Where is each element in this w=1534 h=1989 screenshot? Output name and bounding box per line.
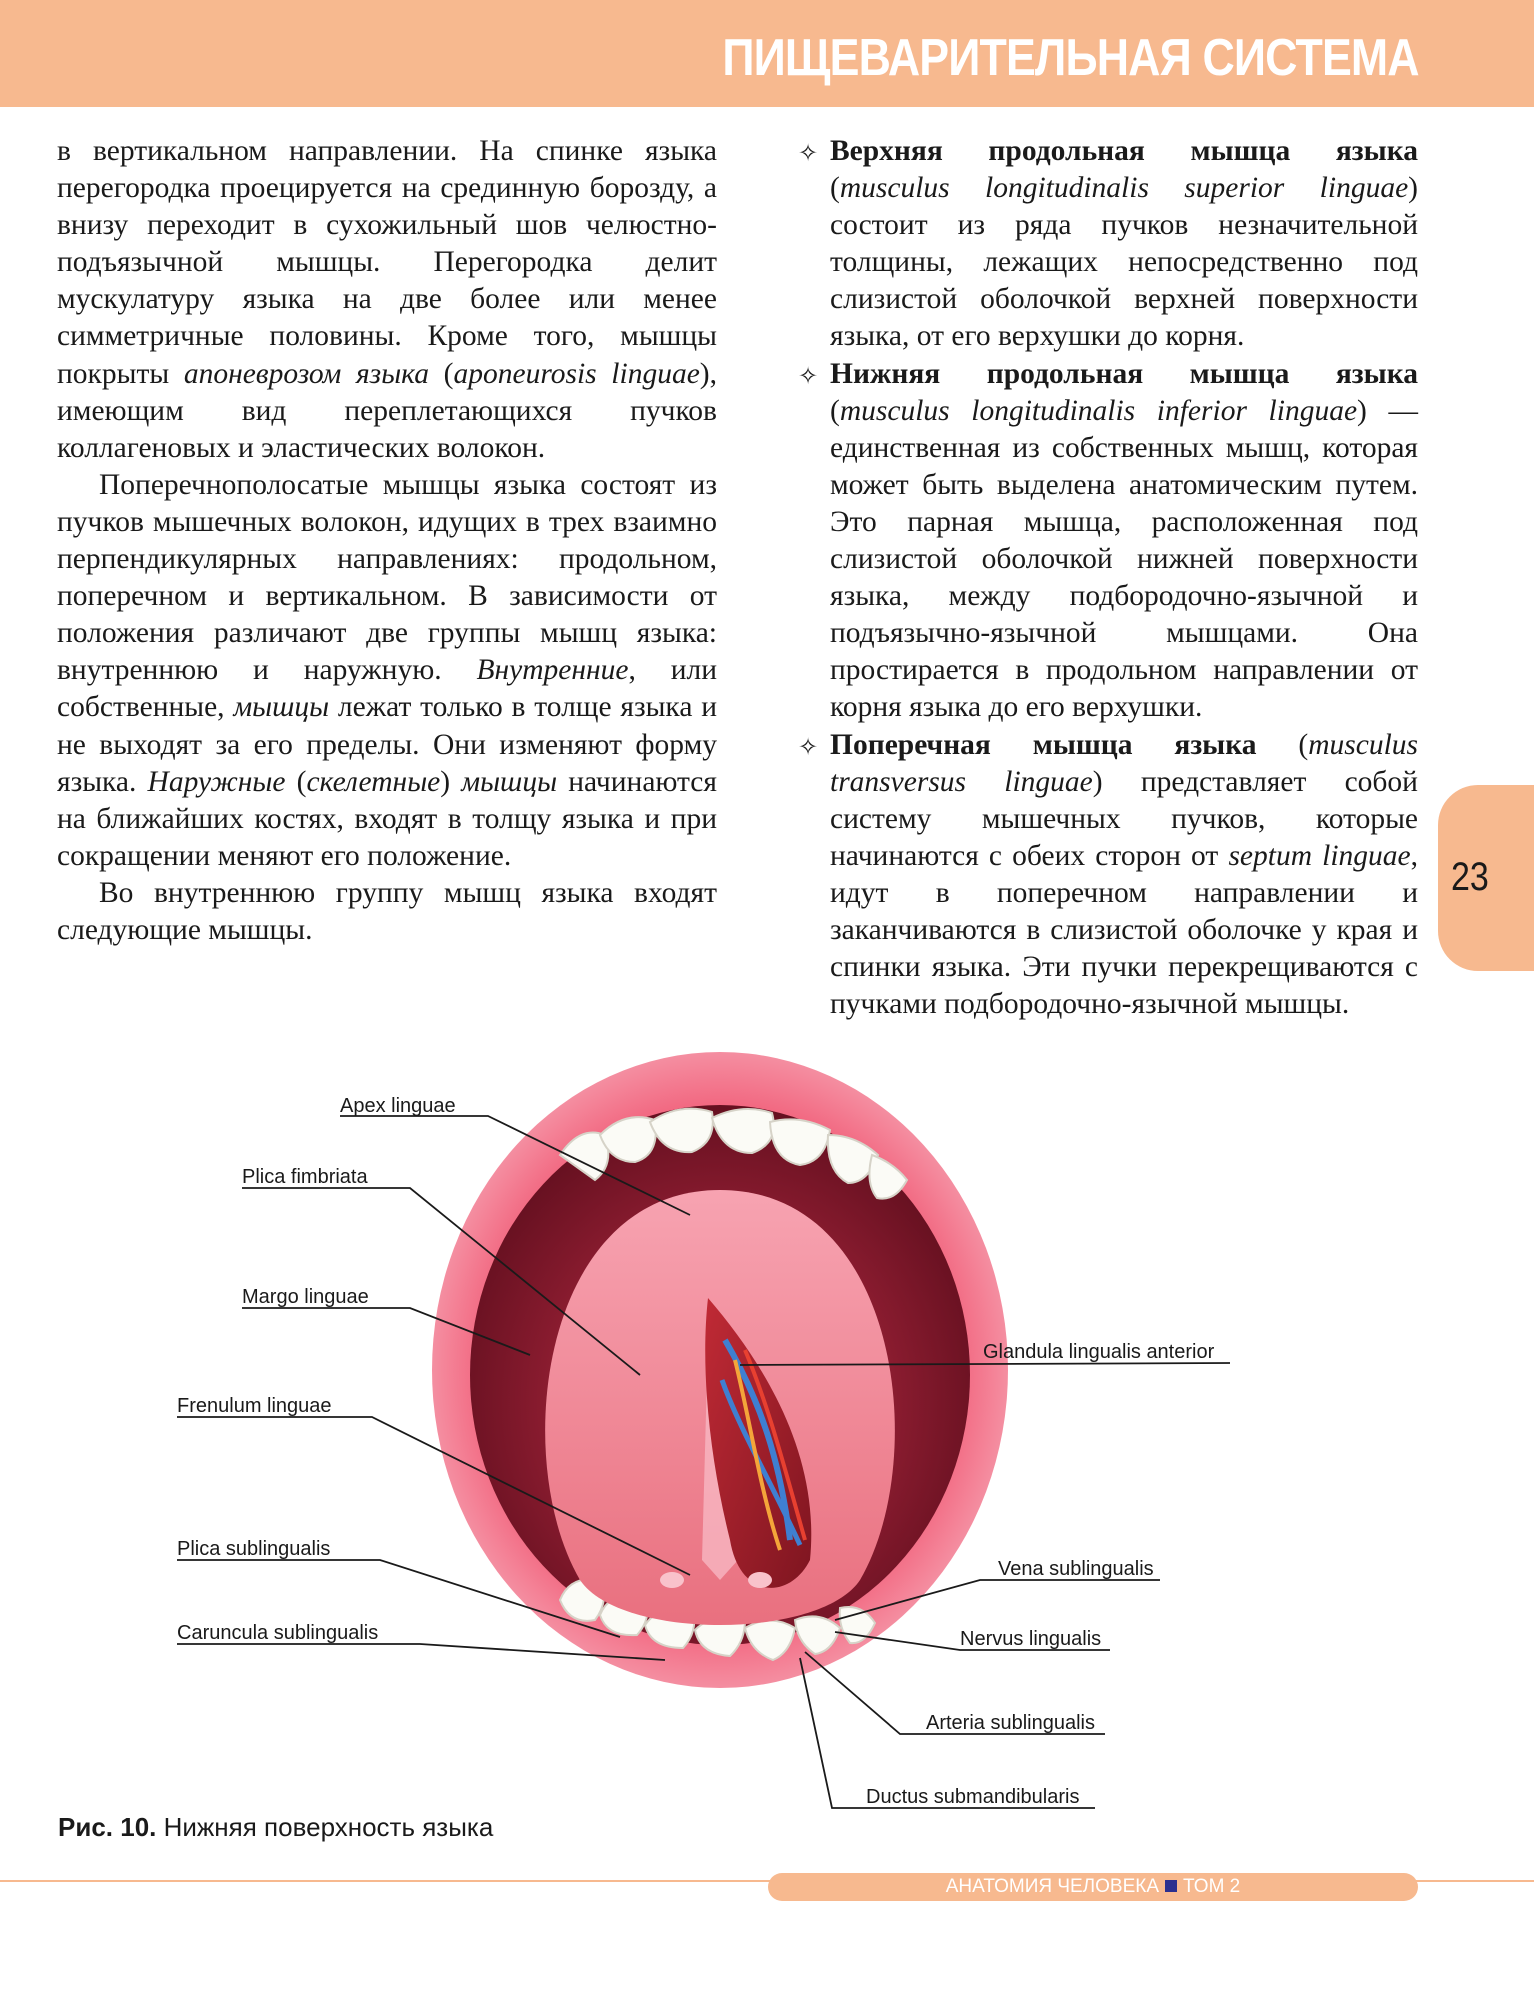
- footer-pill: АНАТОМИЯ ЧЕЛОВЕКА ТОМ 2: [768, 1873, 1418, 1901]
- muscle-item: ✧ Поперечная мышца языка (musculus transversus linguae) представляет собой систему мышечных пучков, которые начинаются с обеих сторон от septum linguae, идут в поперечном направлении и заканчиваются в слизистой оболочке у края и спинки языка. Эти пучки перекрещиваются с пучками подбородочно-язычной мышцы.: [798, 728, 1419, 1021]
- paragraph: Во внутреннюю группу мышц языка входят следующие мышцы.: [57, 876, 717, 946]
- label-glandula-lingualis-anterior: Glandula lingualis anterior: [983, 1341, 1215, 1363]
- section-title: ПИЩЕВАРИТЕЛЬНАЯ СИСТЕМА: [722, 29, 1419, 87]
- label-margo-linguae: Margo linguae: [242, 1286, 369, 1308]
- label-nervus-lingualis: Nervus lingualis: [960, 1628, 1102, 1650]
- mouth-illustration: [0, 1040, 1534, 1820]
- label-vena-sublingualis: Vena sublingualis: [998, 1558, 1154, 1580]
- bullet-icon: ✧: [798, 732, 819, 761]
- figure-caption: Рис. 10. Нижняя поверхность языка: [58, 1812, 494, 1842]
- muscle-item: ✧ Нижняя продольная мышца языка (musculus longitudinalis inferior linguae) — единственная из собственных мышц, которая может быть выделена анатомическим путем. Это парная мышца, расположенная под слизистой оболочкой нижней поверхности языка, между подбородочно-язычной и подъязычно-язычной мышцами. Она простирается в продольном направлении от корня языка до его верхушки.: [798, 357, 1418, 724]
- caruncula-left: [660, 1572, 684, 1588]
- bullet-icon: ✧: [798, 361, 819, 390]
- label-arteria-sublingualis: Arteria sublingualis: [926, 1712, 1095, 1734]
- square-icon: [1165, 1880, 1177, 1892]
- left-column: [57, 133, 717, 949]
- bullet-icon: ✧: [798, 139, 819, 167]
- label-ductus-submandibularis: Ductus submandibularis: [866, 1786, 1080, 1808]
- label-caruncula-sublingualis: Caruncula sublingualis: [177, 1622, 379, 1644]
- label-plica-sublingualis: Plica sublingualis: [177, 1538, 331, 1560]
- page-number: 23: [1451, 855, 1489, 899]
- right-column: [798, 133, 1418, 1023]
- label-apex-linguae: Apex linguae: [340, 1095, 456, 1117]
- muscle-item: ✧ Верхняя продольная мышца языка (musculus longitudinalis superior linguae) состоит из ряда пучков незначительной толщины, лежащих непосредственно под слизистой оболочкой верхней поверхности языка, от его верхушки до корня.: [798, 135, 1418, 353]
- tongue-figure: [0, 1040, 1534, 1820]
- label-frenulum-linguae: Frenulum linguae: [177, 1395, 332, 1417]
- paragraph: Поперечнополосатые мышцы языка состоят из пучков мышечных волокон, идущих в трех взаимно перпендикулярных направлениях: продольном, поперечном и вертикальном. В зависимости от положения различают две группы мышц языка: внутреннюю и наружную. Внутренние, или собственные, мышцы лежат только в толще языка и не выходят за его пределы. Они изменяют форму языка. Наружные (скелетные) мышцы начинаются на ближайших костях, входят в толщу языка и при сокращении меняют его положение.: [57, 468, 717, 872]
- paragraph: в вертикальном направлении. На спинке языка перегородка проецируется на срединную борозду, а внизу переходит в сухожильный шов челюстно-подъязычной мышцы. Перегородка делит мускулатуру языка на две более или менее симметричные половины. Кроме того, мышцы покрыты апоневрозом языка (aponeurosis linguae), имеющим вид переплетающихся пучков коллагеновых и эластических волокон.: [57, 135, 717, 464]
- label-plica-fimbriata: Plica fimbriata: [242, 1166, 368, 1188]
- caruncula-right: [748, 1572, 772, 1588]
